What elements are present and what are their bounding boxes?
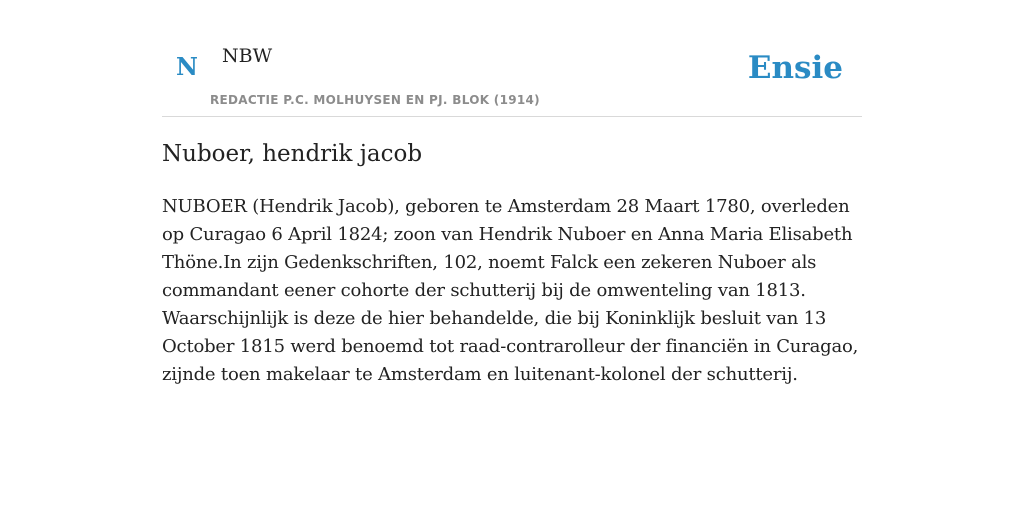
entry-title: Nuboer, hendrik jacob — [162, 141, 423, 167]
ensie-logo-link[interactable]: Ensie — [747, 50, 843, 86]
entry-body: NUBOER (Hendrik Jacob), geboren te Amsterdam 28 Maart 1780, overleden op Curagao 6 April 1824; zoon van Hendrik Nuboer en Anna Maria Elisabeth Thöne.In zijn Gedenkschriften, 102, noemt Falck een zekeren Nuboer als commandant eener cohorte der schutterij bij de omwenteling van 1813. Waarschijnlijk is deze de hier behandelde, die bij Koninklijk besluit van 13 October 1815 werd benoemd tot raad-contrarolleur der financiën in Curagao, zijnde toen makelaar te Amsterdam en luitenant-kolonel der schutterij. — [162, 196, 859, 385]
book-subtitle: REDACTIE P.C. MOLHUYSEN EN PJ. BLOK (1914) — [210, 93, 540, 107]
page-header — [162, 0, 862, 117]
book-code-link[interactable]: NBW — [222, 45, 273, 67]
book-logo-icon[interactable]: N — [176, 52, 198, 81]
